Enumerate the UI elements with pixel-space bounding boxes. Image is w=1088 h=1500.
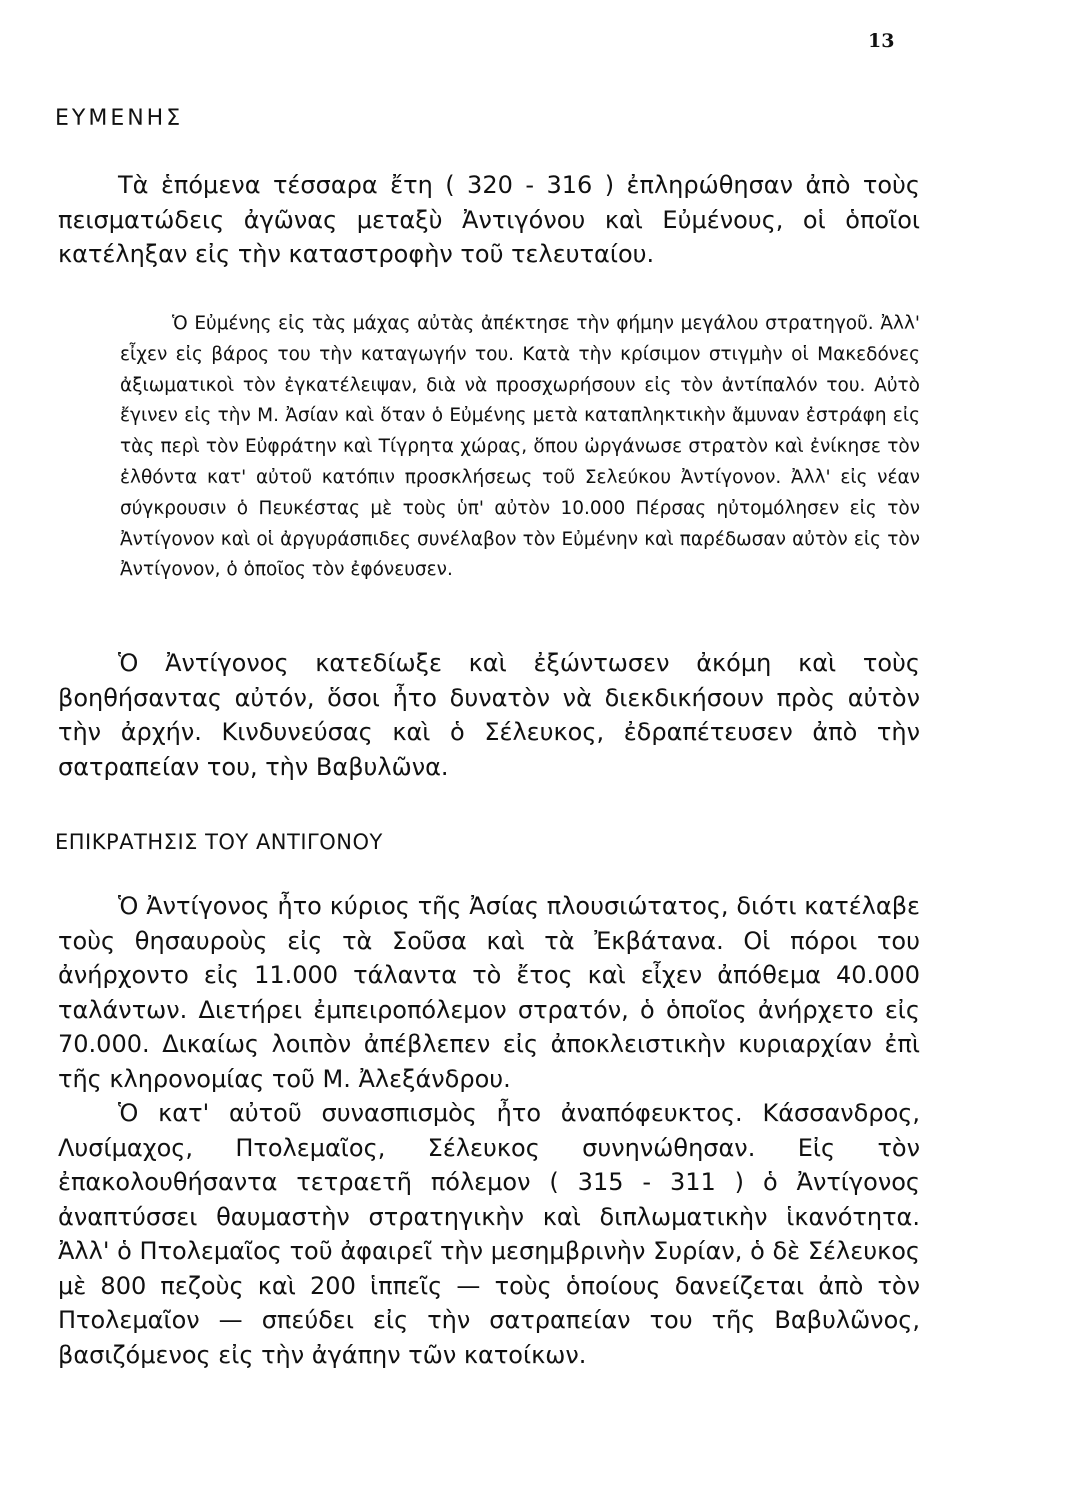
section-heading-eumenes: ΕΥΜΕΝΗΣ [55,106,184,131]
paragraph-coalition: Ὁ κατ' αὐτοῦ συνασπισμὸς ἦτο ἀναπόφευκτος. Κάσσανδρος, Λυσίμαχος, Πτολεμαῖος, Σέλευκος συνηνώθησαν. Εἰς τὸν ἐπακολουθήσαντα τετραετῆ πόλεμον ( 315 - 311 ) ὁ Ἀντίγονος ἀναπτύσσει θαυμαστὴν στρατηγικὴν καὶ διπλωματικὴν ἱκανότητα. Ἀλλ' ὁ Πτολεμαῖος τοῦ ἀφαιρεῖ τὴν μεσημβρινὴν Συρίαν, ὁ δὲ Σέλευκος μὲ 800 πεζοὺς καὶ 200 ἱππεῖς — τοὺς ὁποίους δανείζεται ἀπὸ τὸν Πτολεμαῖον — σπεύδει εἰς τὴν σατραπείαν του τῆς Βαβυλῶνος, βασιζόμενος εἰς τὴν ἀγάπην τῶν κατοίκων. [58,1099,920,1369]
paragraph-eumenes-wars: Τὰ ἑπόμενα τέσσαρα ἔτη ( 320 - 316 ) ἐπληρώθησαν ἀπὸ τοὺς πεισματώδεις ἀγῶνας μεταξὺ Ἀντιγόνου καὶ Εὐμένους, οἱ ὁποῖοι κατέληξαν εἰς τὴν καταστροφὴν τοῦ τελευταίου. [58,171,920,268]
block-quote-eumenes-fame: Ὁ Εὐμένης εἰς τὰς μάχας αὐτὰς ἀπέκτησε τὴν φήμην μεγάλου στρατηγοῦ. Ἀλλ' εἶχεν εἰς βάρος του τὴν καταγωγήν του. Κατὰ τὴν κρίσιμον στιγμὴν οἱ Μακεδόνες ἀξιωματικοὶ τὸν ἐγκατέλειψαν, διὰ νὰ προσχωρήσουν εἰς τὸν ἀντίπαλόν του. Αὐτὸ ἔγινεν εἰς τὴν Μ. Ἀσίαν καὶ ὅταν ὁ Εὐμένης μετὰ καταπληκτικὴν ἄμυναν ἐστράφη εἰς τὰς περὶ τὸν Εὐφράτην καὶ Τίγρητα χώρας, ὅπου ὠργάνωσε στρατὸν καὶ ἐνίκησε τὸν ἐλθόντα κατ' αὐτοῦ κατόπιν προσκλήσεως τοῦ Σελεύκου Ἀντίγονον. Ἀλλ' εἰς νέαν σύγκρουσιν ὁ Πευκέστας μὲ τοὺς ὑπ' αὐτὸν 10.000 Πέρσας ηὐτομόλησεν εἰς τὸν Ἀντίγονον καὶ οἱ ἀργυράσπιδες συνέλαβον τὸν Εὐμένην καὶ παρέδωσαν αὐτὸν εἰς τὸν Ἀντίγονον, ὁ ὁποῖος τὸν ἐφόνευσεν. [120,313,920,581]
section-heading-antigonus-dominance: ΕΠΙΚΡΑΤΗΣΙΣ ΤΟΥ ΑΝΤΙΓΟΝΟΥ [55,830,383,854]
paragraph-antigonus-wealth: Ὁ Ἀντίγονος ἦτο κύριος τῆς Ἀσίας πλουσιώτατος, διότι κατέλαβε τοὺς θησαυροὺς εἰς τὰ Σοῦσα καὶ τὰ Ἐκβάτανα. Οἱ πόροι του ἀνήρχοντο εἰς 11.000 τάλαντα τὸ ἔτος καὶ εἶχεν ἀπόθεμα 40.000 ταλάντων. Διετήρει ἐμπειροπόλεμον στρατόν, ὁ ὁποῖος ἀνήρχετο εἰς 70.000. Δικαίως λοιπὸν ἀπέβλεπεν εἰς ἀποκλειστικὴν κυριαρχίαν ἐπὶ τῆς κληρονομίας τοῦ Μ. Ἀλεξάνδρου. [58,892,920,1093]
paragraph-antigonus-pursuit: Ὁ Ἀντίγονος κατεδίωξε καὶ ἐξώντωσεν ἀκόμη καὶ τοὺς βοηθήσαντας αὐτόν, ὅσοι ἦτο δυνατὸν νὰ διεκδικήσουν πρὸς αὐτὸν τὴν ἀρχήν. Κινδυνεύσας καὶ ὁ Σέλευκος, ἐδραπέτευσεν ἀπὸ τὴν σατραπείαν του, τὴν Βαβυλῶνα. [58,649,920,781]
page-number: 13 [868,30,895,52]
